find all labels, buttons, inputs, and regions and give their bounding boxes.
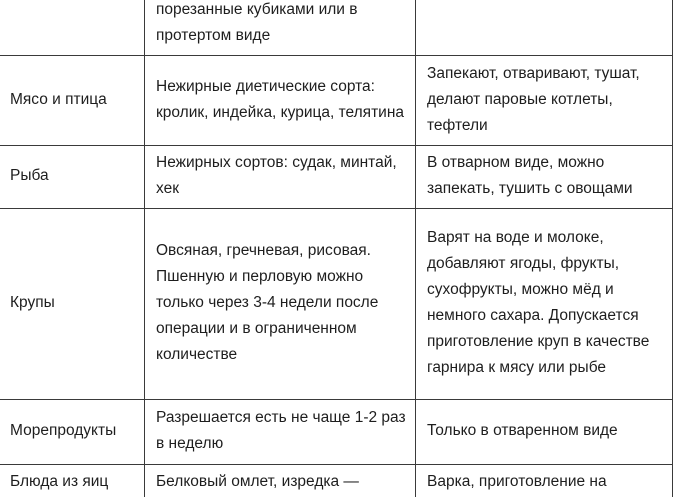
product-cell: Крупы	[0, 209, 145, 400]
preparation-cell: Только в отваренном виде	[416, 400, 673, 465]
allowed-cell: Нежирных сортов: судак, минтай, хек	[145, 146, 416, 209]
allowed-cell: порезанные кубиками или в протертом виде	[145, 0, 416, 56]
preparation-cell: Варят на воде и молоке, добавляют ягоды, фрукты, сухофрукты, можно мёд и немного сахара. Допускается приготовление круп в качестве гарнира к мясу или рыбе	[416, 209, 673, 400]
product-cell: Рыба	[0, 146, 145, 209]
product-cell: Блюда из яиц	[0, 465, 145, 497]
table-row	[0, 56, 673, 146]
preparation-cell: Варка, приготовление на	[416, 465, 673, 497]
allowed-cell: Белковый омлет, изредка —	[145, 465, 416, 497]
allowed-cell: Разрешается есть не чаще 1-2 раз в неделю	[145, 400, 416, 465]
table-row	[0, 0, 673, 56]
table-row	[0, 400, 673, 465]
allowed-cell: Овсяная, гречневая, рисовая. Пшенную и перловую можно только через 3-4 недели после операции и в ограниченном количестве	[145, 209, 416, 400]
product-cell: Мясо и птица	[0, 56, 145, 146]
page-margin	[674, 0, 686, 497]
product-cell: Морепродукты	[0, 400, 145, 465]
product-cell	[0, 0, 145, 56]
preparation-cell: В отварном виде, можно запекать, тушить с овощами	[416, 146, 673, 209]
preparation-cell: Запекают, отваривают, тушат, делают паровые котлеты, тефтели	[416, 56, 673, 146]
table-row	[0, 209, 673, 400]
allowed-cell: Нежирные диетические сорта: кролик, индейка, курица, телятина	[145, 56, 416, 146]
preparation-cell	[416, 0, 673, 56]
table-row	[0, 146, 673, 209]
table-row	[0, 465, 673, 497]
